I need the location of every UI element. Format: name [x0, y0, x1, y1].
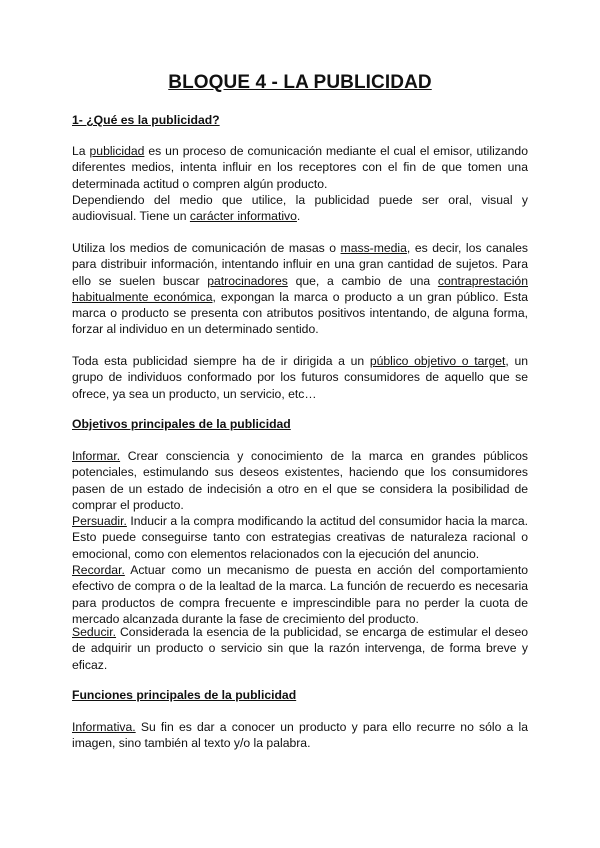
objective-seducir: Seducir. Considerada la esencia de la publicidad, se encarga de estimular el deseo de adquirir un producto o servicio sin que la razón intervenga, de forma breve y eficaz. [72, 625, 528, 672]
function-informativa: Informativa. Su fin es dar a conocer un producto y para ello recurre no sólo a la imagen, sino también al texto y/o la palabra. [72, 720, 528, 751]
paragraph-medios: Dependiendo del medio que utilice, la publicidad puede ser oral, visual y audiovisual. Tiene un carácter informativo. [72, 193, 528, 224]
term-patrocinadores: patrocinadores [207, 273, 288, 288]
term-caracter-informativo: carácter informativo [189, 209, 297, 224]
term-publico-objetivo: público objetivo o target [369, 354, 506, 368]
term-publicidad: publicidad [89, 144, 145, 158]
paragraph-definicion: La publicidad es un proceso de comunicación mediante el cual el emisor, utilizando diferentes medios, intenta influir en los receptores con el fin de que tomen una determinada actitud o compren algún producto. [72, 144, 528, 191]
page-title: BLOQUE 4 - LA PUBLICIDAD [168, 72, 432, 93]
section-heading-objetivos: Objetivos principales de la publicidad [72, 417, 291, 431]
objective-persuadir: Persuadir. Inducir a la compra modificando la actitud del consumidor hacia la marca. Esto puede conseguirse tanto con estrategias creativas de naturaleza racional o emocional, como con elementos relacionados con la ejecución del anuncio. [72, 514, 528, 561]
paragraph-target: Toda esta publicidad siempre ha de ir dirigida a un público objetivo o target, un grupo de individuos conformado por los futuros consumidores de aquello que se ofrece, ya sea un producto, un servicio, etc… [72, 354, 528, 401]
label-informativa: Informativa. [72, 720, 136, 734]
label-seducir: Seducir. [72, 625, 117, 639]
paragraph-mass-media: Utiliza los medios de comunicación de masas o mass-media, es decir, los canales para distribuir información, intentando influir en una gran cantidad de sujetos. Para ello se suelen buscar patrocinadores que, a cambio de una contraprestación habitualmente económica, expongan la marca o producto a un gran público. Esta marca o producto se presenta con atributos positivos intentando, de alguna forma, forzar al individuo en un determinado sentido. [72, 241, 528, 337]
label-persuadir: Persuadir. [72, 514, 127, 528]
objective-recordar: Recordar. Actuar como un mecanismo de puesta en acción del comportamiento efectivo de compra o de la lealtad de la marca. La función de recuerdo es necesaria para productos de compra frecuente e imprescindible para no perder la cuota de mercado alcanzada durante la fase de crecimiento del producto. [72, 563, 528, 626]
term-contraprestacion: contraprestación habitualmente económica [72, 273, 528, 304]
label-recordar: Recordar. [72, 563, 125, 577]
label-informar: Informar. [72, 449, 121, 463]
term-mass-media: mass-media [340, 241, 407, 255]
objective-informar: Informar. Crear consciencia y conocimiento de la marca en grandes públicos potenciales, estimulando sus deseos existentes, haciendo que los consumidores pasen de un estado de indecisión a otro en el que se considera la posibilidad de comprar el producto. [72, 449, 528, 512]
section-heading-funciones: Funciones principales de la publicidad [72, 688, 297, 702]
section-heading-que-es: 1- ¿Qué es la publicidad? [72, 113, 220, 127]
